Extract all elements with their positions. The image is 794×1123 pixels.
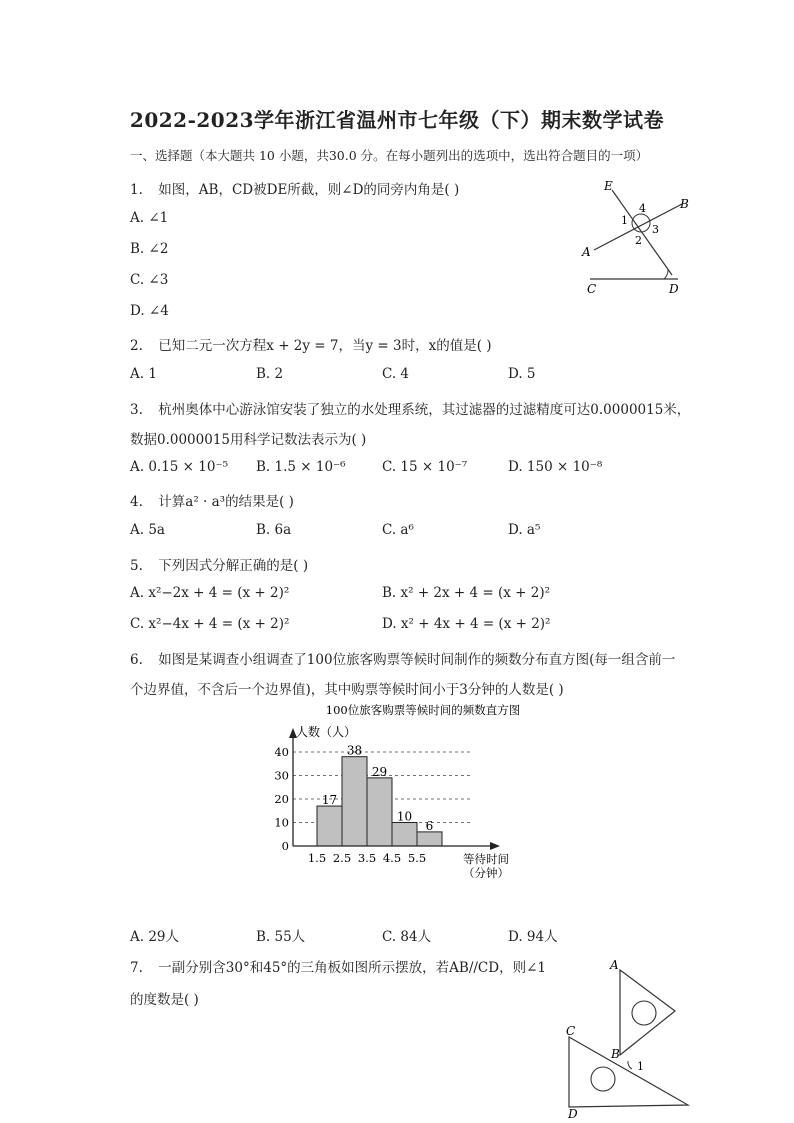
page-title: 2022-2023学年浙江省温州市七年级（下）期末数学试卷 (129, 108, 665, 132)
question-number: 3. (130, 402, 143, 418)
y-tick-label: 30 (274, 768, 289, 783)
chart-xlabel-unit: （分钟） (463, 866, 509, 880)
q5-option-b[interactable]: B. x² + 2x + 4 = (x + 2)² (382, 585, 551, 601)
q7-figure (558, 955, 698, 1121)
fig1-angle-1: 1 (621, 214, 628, 227)
q4-option-d[interactable]: D. a⁵ (508, 522, 541, 538)
fig1-label-a: A (582, 245, 591, 259)
bar-value-label: 17 (321, 793, 338, 808)
fig7-label-a: A (610, 958, 619, 972)
bar-value-label: 6 (425, 818, 434, 833)
question-number: 5. (130, 558, 143, 574)
question-text: 已知二元一次方程x + 2y = 7，当y = 3时，x的值是( ) (158, 338, 492, 354)
question-text: 下列因式分解正确的是( ) (158, 558, 309, 574)
question-number: 7. (130, 960, 143, 976)
question-3 (130, 398, 690, 418)
histogram-bar (392, 823, 417, 847)
q4-option-a[interactable]: A. 5a (130, 522, 165, 538)
fig1-label-c: C (587, 282, 597, 296)
q6-option-d[interactable]: D. 94人 (508, 929, 558, 945)
q1-option-b[interactable]: B. ∠2 (130, 241, 169, 257)
y-tick-label: 10 (274, 815, 289, 830)
fig1-angle-2: 2 (635, 234, 642, 247)
q5-option-d[interactable]: D. x² + 4x + 4 = (x + 2)² (382, 616, 551, 632)
q5-option-c[interactable]: C. x²−4x + 4 = (x + 2)² (130, 616, 290, 632)
question-3-line2: 数据0.0000015用科学记数法表示为( ) (130, 432, 367, 448)
q3-option-b[interactable]: B. 1.5 × 10⁻⁶ (256, 459, 346, 475)
question-1 (130, 178, 459, 198)
q1-option-c[interactable]: C. ∠3 (130, 272, 169, 288)
q6-histogram (270, 700, 530, 890)
question-7 (130, 956, 546, 976)
q5-option-a[interactable]: A. x²−2x + 4 = (x + 2)² (130, 585, 290, 601)
fig7-angle-1: 1 (637, 1060, 644, 1073)
question-number: 4. (130, 494, 143, 510)
q3-option-d[interactable]: D. 150 × 10⁻⁸ (508, 459, 603, 475)
section-heading: 一、选择题（本大题共 10 小题，共30.0 分。在每小题列出的选项中，选出符合题目的一项） (130, 148, 649, 163)
q6-option-b[interactable]: B. 55人 (256, 929, 306, 945)
q6-option-c[interactable]: C. 84人 (382, 929, 432, 945)
x-tick-label: 2.5 (332, 851, 352, 865)
chart-ylabel: 人数（人） (296, 725, 357, 739)
question-7-line2: 的度数是( ) (130, 992, 199, 1008)
fig1-label-e: E (604, 179, 613, 193)
question-text: 如图是某调查小组调查了100位旅客购票等候时间制作的频数分布直方图(每一组含前一 (158, 652, 676, 668)
bar-value-label: 29 (371, 764, 388, 779)
question-text: 计算a² · a³的结果是( ) (158, 494, 294, 510)
histogram-bar (342, 757, 367, 846)
q1-option-d[interactable]: D. ∠4 (130, 303, 169, 319)
q4-option-c[interactable]: C. a⁶ (382, 522, 414, 538)
fig1-angle-4: 4 (639, 202, 646, 215)
q2-option-c[interactable]: C. 4 (382, 366, 410, 382)
x-tick-label: 5.5 (407, 851, 427, 865)
question-number: 2. (130, 338, 143, 354)
q2-option-a[interactable]: A. 1 (130, 366, 157, 382)
question-text: 一副分别含30°和45°的三角板如图所示摆放，若AB//CD，则∠1 (158, 960, 546, 976)
q6-option-a[interactable]: A. 29人 (130, 929, 180, 945)
question-text: 杭州奥体中心游泳馆安装了独立的水处理系统，其过滤器的过滤精度可达0.0000015米， (158, 402, 691, 418)
histogram-bar (367, 778, 392, 846)
chart-title: 100位旅客购票等候时间的频数直方图 (325, 703, 521, 717)
bar-value-label: 10 (396, 809, 413, 824)
y-tick-label: 0 (281, 839, 289, 853)
q3-option-a[interactable]: A. 0.15 × 10⁻⁵ (130, 459, 229, 475)
question-6-line2: 个边界值，不含后一个边界值)，其中购票等候时间小于3分钟的人数是( ) (130, 682, 564, 698)
fig7-label-b: B (611, 1047, 620, 1061)
x-tick-label: 4.5 (382, 851, 402, 865)
y-tick-label: 20 (274, 792, 289, 806)
fig1-label-b: B (680, 197, 689, 211)
question-6 (130, 648, 675, 668)
histogram-bar (417, 832, 442, 846)
x-tick-label: 3.5 (357, 851, 377, 865)
bar-value-label: 38 (346, 743, 363, 758)
y-tick-label: 40 (274, 745, 289, 759)
q2-option-d[interactable]: D. 5 (508, 366, 536, 382)
histogram-bar (317, 806, 342, 846)
question-4 (130, 490, 294, 510)
q2-option-b[interactable]: B. 2 (256, 366, 284, 382)
chart-xlabel: 等待时间 (463, 852, 509, 866)
fig1-label-d: D (669, 282, 679, 296)
fig7-label-c: C (566, 1024, 576, 1038)
q4-option-b[interactable]: B. 6a (256, 522, 292, 538)
question-text: 如图，AB，CD被DE所截，则∠D的同旁内角是( ) (158, 182, 460, 198)
fig7-label-d: D (568, 1107, 578, 1121)
x-tick-label: 1.5 (307, 851, 327, 865)
q3-option-c[interactable]: C. 15 × 10⁻⁷ (382, 459, 468, 475)
q1-option-a[interactable]: A. ∠1 (130, 210, 169, 226)
question-2 (130, 334, 492, 354)
q1-figure (578, 176, 700, 300)
question-number: 1. (130, 182, 143, 198)
fig1-angle-3: 3 (652, 223, 659, 236)
question-number: 6. (130, 652, 143, 668)
question-5 (130, 554, 308, 574)
